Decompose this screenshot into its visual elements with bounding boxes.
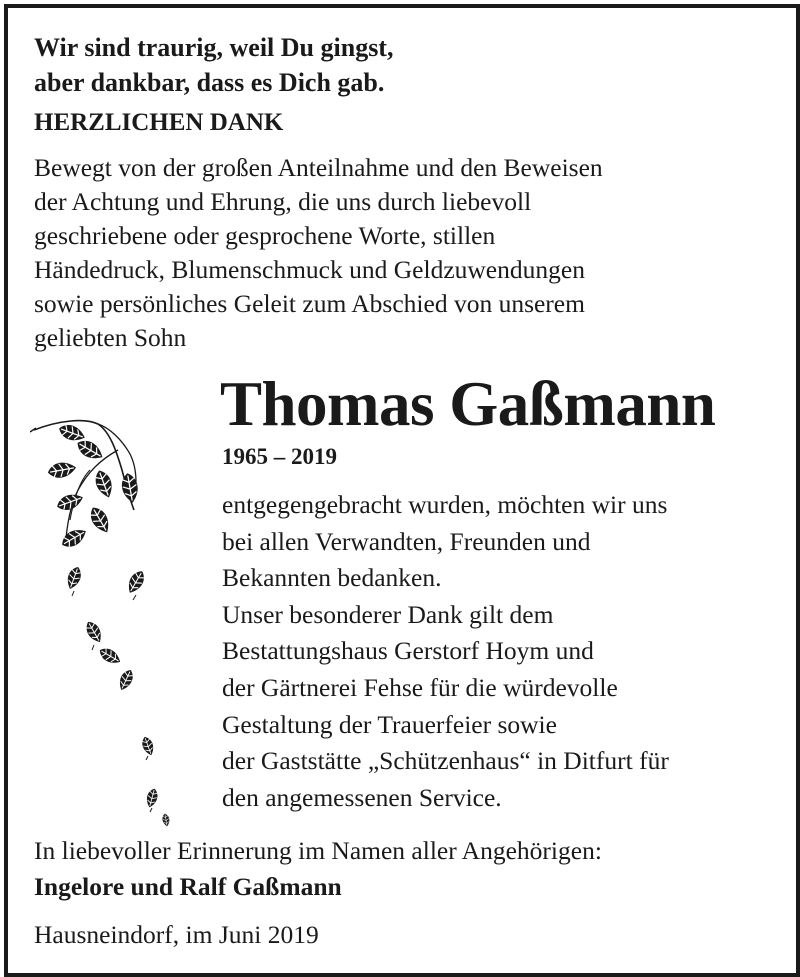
thanks-line: Bekannten bedanken. [222,563,442,593]
intro-line: geschriebene oder gesprochene Worte, stillen [34,221,496,250]
intro-line: der Achtung und Ehrung, die uns durch liebevoll [34,187,532,216]
intro-line: geliebten Sohn [34,323,187,352]
thanks-line: Gestaltung der Trauerfeier sowie [222,709,557,739]
thanks-line: entgegengebracht wurden, möchten wir uns [222,490,668,519]
thanks-line: Bestattungshaus Gerstorf Hoym und [222,636,594,666]
intro-line: Bewegt von der großen Anteilnahme und den Beweisen [34,153,603,182]
thanks-line: der Gaststätte „Schützenhaus“ in Ditfurt für [222,746,669,776]
motto [34,30,393,100]
thanks-line: Unser besonderer Dank gilt dem [222,599,554,629]
thanks-line: bei allen Verwandten, Freunden und [222,526,591,556]
signers: Ingelore und Ralf Gaßmann [34,872,342,901]
place-date: Hausneindorf, im Juni 2019 [34,920,319,949]
thanks-heading: HERZLICHEN DANK [34,109,284,136]
thanks-line: den angemessenen Service. [222,782,502,812]
intro-line: sowie persönliches Geleit zum Abschied von unserem [34,289,585,318]
intro-paragraph [34,151,603,355]
motto-line: Wir sind traurig, weil Du gingst, [34,33,394,62]
deceased-name: Thomas Gaßmann [220,369,716,439]
motto-line: aber dankbar, dass es Dich gab. [34,68,385,97]
thanks-paragraph [222,487,669,816]
intro-line: Händedruck, Blumenschmuck und Geldzuwendungen [34,255,585,284]
life-years: 1965 – 2019 [222,444,337,469]
thanks-line: der Gärtnerei Fehse für die würdevolle [222,672,618,702]
remembrance-line: In liebevoller Erinnerung im Namen aller Angehörigen: [34,836,602,865]
birch-branch-icon [30,410,205,835]
